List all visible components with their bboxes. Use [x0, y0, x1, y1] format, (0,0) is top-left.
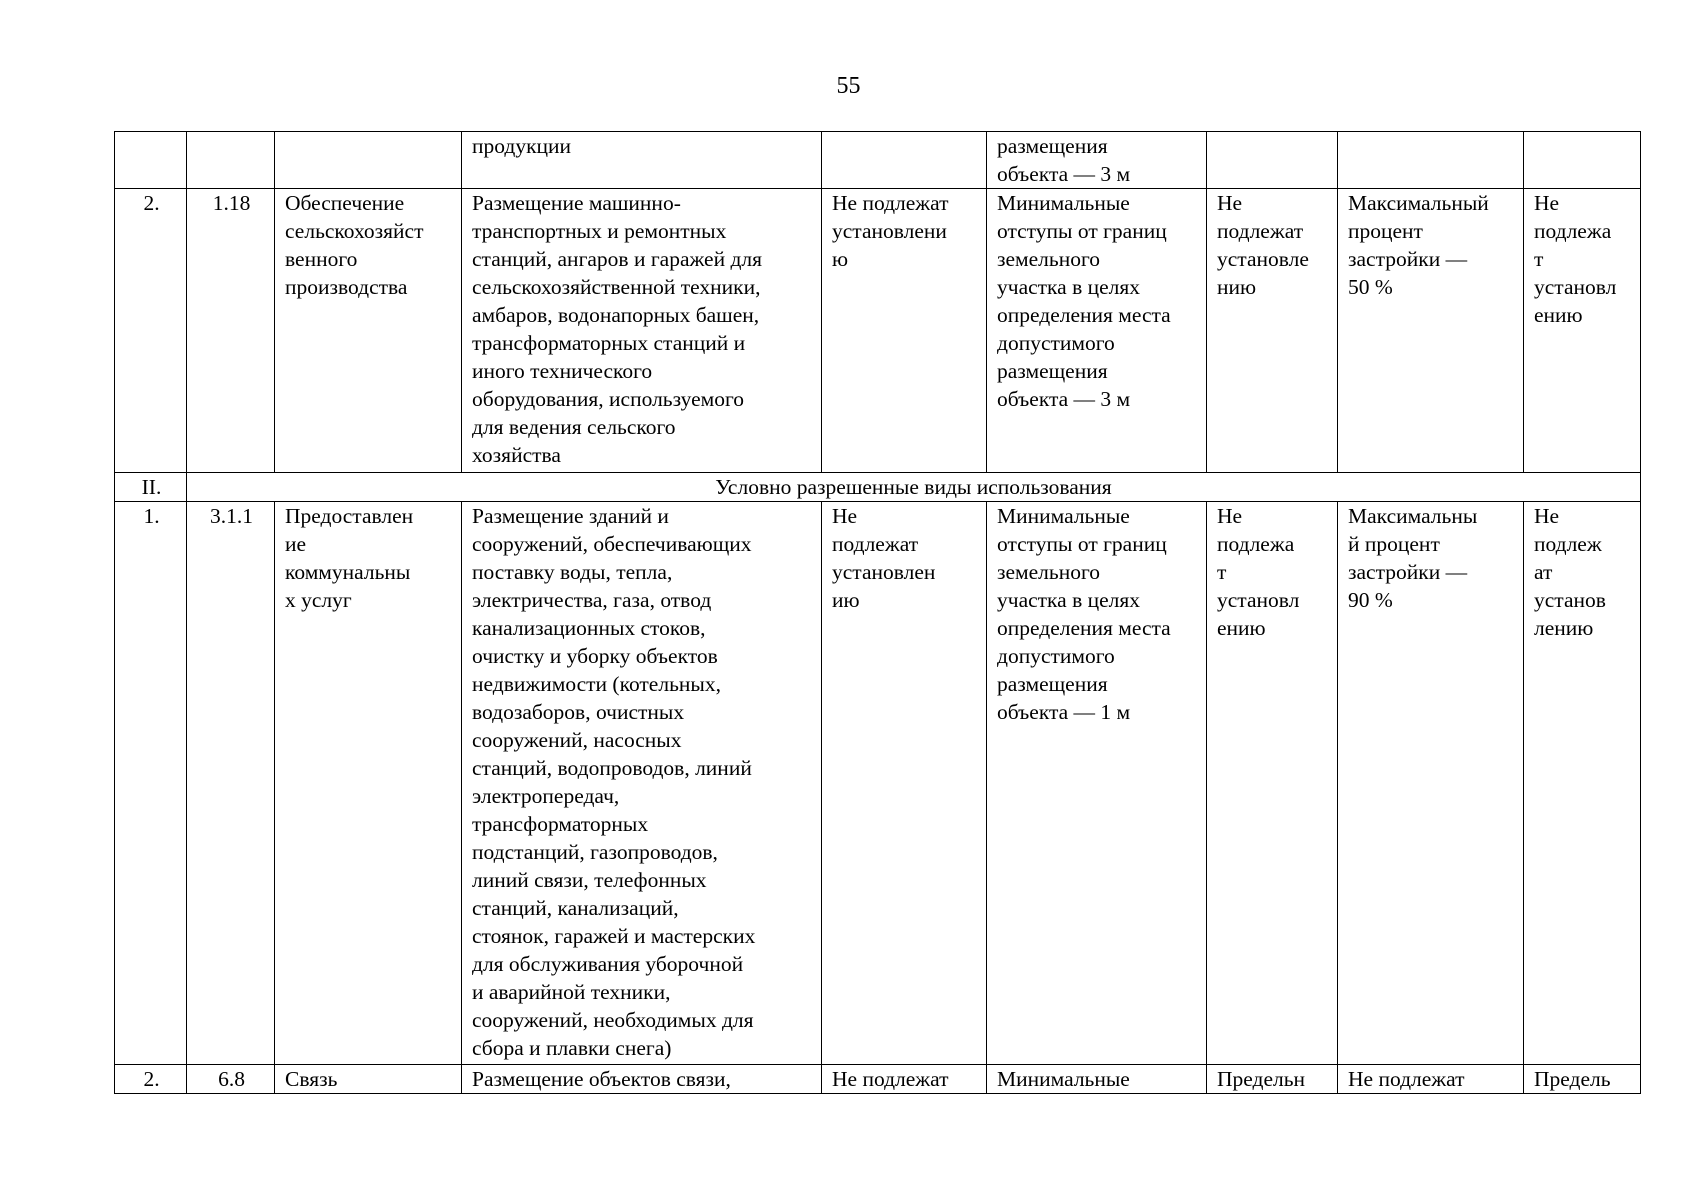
cell-line: Размещение зданий и [472, 504, 669, 528]
section-number: II. [115, 473, 187, 502]
cell-line: производства [285, 275, 408, 299]
cell-line: Не подлежат [1348, 1067, 1465, 1091]
cell-line: процент [1348, 219, 1423, 243]
cell-line: Размещение машинно- [472, 191, 681, 215]
cell-line: для ведения сельского [472, 415, 676, 439]
cell-line: Не подлежат [832, 191, 949, 215]
cell-line: водозаборов, очистных [472, 700, 685, 724]
cell-line: подлежа [1217, 532, 1295, 556]
cell-line: амбаров, водонапорных башен, [472, 303, 760, 327]
cell-line: лению [1534, 616, 1594, 640]
cell-line: х услуг [285, 588, 352, 612]
cell-line: Максимальны [1348, 504, 1478, 528]
row-number: 2. [115, 189, 187, 473]
row-number: 1. [115, 502, 187, 1065]
cell-line: т [1534, 247, 1544, 271]
cell-line: ие [285, 532, 307, 556]
cell-line: трансформаторных [472, 812, 649, 836]
cell-line: Предельн [1217, 1067, 1306, 1091]
cell-line: Минимальные [997, 1067, 1130, 1091]
cell-line: сооружений, необходимых для [472, 1008, 754, 1032]
cell-line: сбора и плавки снега) [472, 1036, 672, 1060]
setback-limits [987, 189, 1207, 473]
cell-line: определения места [997, 616, 1171, 640]
cell-line: ию [832, 588, 860, 612]
height-limits [1207, 502, 1338, 1065]
cell-line: объекта — 3 м [997, 162, 1131, 186]
plot-size-limits [822, 132, 987, 189]
cell-line: т [1217, 560, 1227, 584]
cell-line: установл [1534, 275, 1617, 299]
cell-line: Предоставлен [285, 504, 414, 528]
cell-line: канализационных стоков, [472, 616, 706, 640]
type-code: 6.8 [187, 1065, 275, 1094]
cell-line: установлен [832, 560, 936, 584]
cell-line: размещения [997, 672, 1108, 696]
table-row [115, 502, 1641, 1065]
table-row [115, 1065, 1641, 1094]
cell-line: подлежат [832, 532, 919, 556]
cell-line: объекта — 3 м [997, 387, 1131, 411]
other-limits [1524, 502, 1641, 1065]
page-number: 55 [836, 73, 861, 99]
cell-line: станций, ангаров и гаражей для [472, 247, 763, 271]
cell-line: Предель [1534, 1067, 1611, 1091]
cell-line: участка в целях [997, 588, 1141, 612]
regulations-table [114, 131, 1641, 1094]
cell-line: станций, канализаций, [472, 896, 679, 920]
cell-line: Связь [285, 1067, 338, 1091]
cell-line: Минимальные [997, 504, 1130, 528]
cell-line: Не [1217, 191, 1243, 215]
cell-line: допустимого [997, 331, 1115, 355]
height-limits [1207, 132, 1338, 189]
cell-line: отступы от границ [997, 219, 1167, 243]
cell-line: участка в целях [997, 275, 1141, 299]
cell-line: электричества, газа, отвод [472, 588, 712, 612]
cell-line: трансформаторных станций и [472, 331, 746, 355]
plot-size-limits [822, 189, 987, 473]
setback-limits [987, 132, 1207, 189]
cell-line: застройки — [1348, 560, 1468, 584]
coverage-limits [1338, 132, 1524, 189]
use-description [462, 132, 822, 189]
height-limits [1207, 1065, 1338, 1094]
cell-line: сельскохозяйственной техники, [472, 275, 761, 299]
cell-line: нию [1217, 275, 1257, 299]
setback-limits [987, 502, 1207, 1065]
height-limits [1207, 189, 1338, 473]
plot-size-limits [822, 1065, 987, 1094]
setback-limits [987, 1065, 1207, 1094]
cell-line: отступы от границ [997, 532, 1167, 556]
cell-line: недвижимости (котельных, [472, 672, 721, 696]
cell-line: ат [1534, 560, 1553, 584]
type-code: 1.18 [187, 189, 275, 473]
cell-line: ению [1534, 303, 1583, 327]
cell-line: Не [832, 504, 858, 528]
cell-line: стоянок, гаражей и мастерских [472, 924, 756, 948]
cell-line: объекта — 1 м [997, 700, 1131, 724]
cell-line: иного технического [472, 359, 653, 383]
cell-line: подстанций, газопроводов, [472, 840, 718, 864]
cell-line: й процент [1348, 532, 1440, 556]
cell-line: размещения [997, 359, 1108, 383]
cell-line: установле [1217, 247, 1309, 271]
cell-line: поставку воды, тепла, [472, 560, 673, 584]
section-title: Условно разрешенные виды использования [187, 473, 1641, 502]
cell-line: Обеспечение [285, 191, 405, 215]
cell-line: земельного [997, 247, 1101, 271]
cell-line: станций, водопроводов, линий [472, 756, 752, 780]
cell-line: Размещение объектов связи, [472, 1067, 731, 1091]
use-name [275, 189, 462, 473]
cell-line: транспортных и ремонтных [472, 219, 727, 243]
cell-line: очистку и уборку объектов [472, 644, 718, 668]
cell-line: Не подлежат [832, 1067, 949, 1091]
cell-line: подлежа [1534, 219, 1612, 243]
table-row [115, 132, 1641, 189]
cell-line: венного [285, 247, 358, 271]
cell-line: электропередач, [472, 784, 620, 808]
cell-line: определения места [997, 303, 1171, 327]
cell-line: допустимого [997, 644, 1115, 668]
row-number [115, 132, 187, 189]
cell-line: сельскохозяйст [285, 219, 424, 243]
cell-line: ению [1217, 616, 1266, 640]
cell-line: установ [1534, 588, 1606, 612]
cell-line: установлени [832, 219, 947, 243]
cell-line: сооружений, обеспечивающих [472, 532, 752, 556]
cell-line: линий связи, телефонных [472, 868, 707, 892]
section-header-row [115, 473, 1641, 502]
cell-line: подлеж [1534, 532, 1602, 556]
cell-line: продукции [472, 134, 572, 158]
cell-line: Не [1217, 504, 1243, 528]
row-number: 2. [115, 1065, 187, 1094]
coverage-limits [1338, 502, 1524, 1065]
cell-line: установл [1217, 588, 1300, 612]
cell-line: сооружений, насосных [472, 728, 682, 752]
cell-line: Минимальные [997, 191, 1130, 215]
cell-line: оборудования, используемого [472, 387, 745, 411]
cell-line: Не [1534, 504, 1560, 528]
other-limits [1524, 189, 1641, 473]
cell-line: земельного [997, 560, 1101, 584]
use-name [275, 132, 462, 189]
use-description [462, 189, 822, 473]
use-description [462, 1065, 822, 1094]
cell-line: застройки — [1348, 247, 1468, 271]
use-name [275, 502, 462, 1065]
cell-line: Максимальный [1348, 191, 1489, 215]
cell-line: хозяйства [472, 443, 561, 467]
type-code: 3.1.1 [187, 502, 275, 1065]
use-description [462, 502, 822, 1065]
type-code [187, 132, 275, 189]
cell-line: для обслуживания уборочной [472, 952, 744, 976]
plot-size-limits [822, 502, 987, 1065]
cell-line: Не [1534, 191, 1560, 215]
use-name [275, 1065, 462, 1094]
cell-line: размещения [997, 134, 1108, 158]
cell-line: ю [832, 247, 849, 271]
cell-line: подлежат [1217, 219, 1304, 243]
cell-line: 90 % [1348, 588, 1393, 612]
cell-line: коммунальны [285, 560, 411, 584]
table-row [115, 189, 1641, 473]
cell-line: и аварийной техники, [472, 980, 671, 1004]
other-limits [1524, 1065, 1641, 1094]
coverage-limits [1338, 1065, 1524, 1094]
other-limits [1524, 132, 1641, 189]
coverage-limits [1338, 189, 1524, 473]
cell-line: 50 % [1348, 275, 1393, 299]
